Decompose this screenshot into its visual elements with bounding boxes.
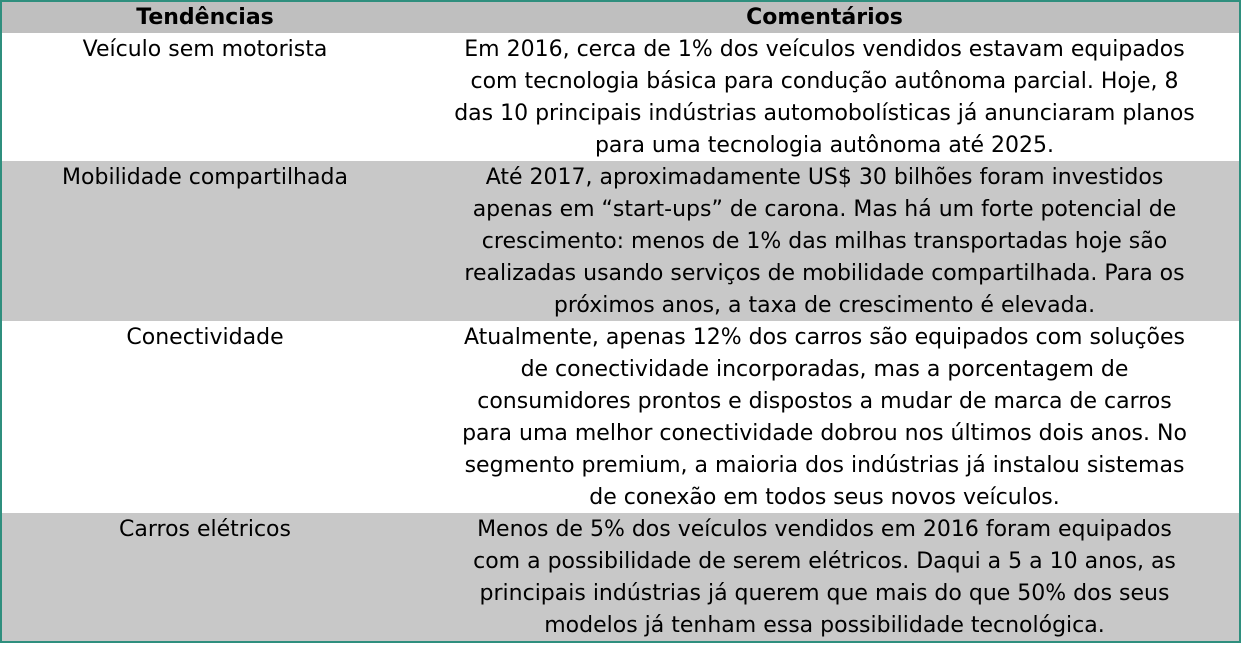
comment-cell: [408, 513, 1241, 643]
comment-line: Atualmente, apenas 12% dos carros são equipados com soluções: [463, 325, 1185, 350]
trend-cell: Conectividade: [126, 325, 284, 350]
comment-line: de conexão em todos seus novos veículos.: [589, 485, 1060, 510]
comment-line: para uma tecnologia autônoma até 2025.: [594, 133, 1055, 158]
header-trends: Tendências: [136, 5, 274, 30]
comment-line: modelos já tenham essa possibilidade tecnológica.: [544, 613, 1105, 638]
comment-line: crescimento: menos de 1% das milhas transportadas hoje são: [481, 229, 1168, 254]
comment-line: das 10 principais indústrias automobolísticas já anunciaram planos: [454, 101, 1195, 126]
comment-line: para uma melhor conectividade dobrou nos últimos dois anos. No: [462, 421, 1187, 446]
comment-line: próximos anos, a taxa de crescimento é elevada.: [553, 293, 1096, 318]
trend-cell: Carros elétricos: [119, 517, 291, 542]
trend-cell: Mobilidade compartilhada: [62, 165, 348, 190]
table-row: [2, 321, 1239, 513]
comment-line: segmento premium, a maioria dos indústrias já instalou sistemas: [464, 453, 1185, 478]
table-row: [2, 161, 1239, 321]
comment-line: realizadas usando serviços de mobilidade compartilhada. Para os: [464, 261, 1185, 286]
comment-line: com a possibilidade de serem elétricos. Daqui a 5 a 10 anos, as: [473, 549, 1176, 574]
comment-line: consumidores prontos e dispostos a mudar de marca de carros: [477, 389, 1172, 414]
trend-cell: Veículo sem motorista: [82, 37, 328, 62]
comment-line: Menos de 5% dos veículos vendidos em 2016 foram equipados: [477, 517, 1172, 542]
table-row: [2, 33, 1239, 161]
table-row: [2, 513, 1239, 643]
comment-cell: [408, 33, 1241, 161]
comment-line: apenas em “start-ups” de carona. Mas há um forte potencial de: [472, 197, 1177, 222]
comment-line: de conectividade incorporadas, mas a porcentagem de: [520, 357, 1129, 382]
comment-cell: [408, 321, 1241, 513]
comment-cell: [408, 161, 1241, 321]
comment-line: Em 2016, cerca de 1% dos veículos vendidos estavam equipados: [464, 37, 1185, 62]
comment-line: com tecnologia básica para condução autônoma parcial. Hoje, 8: [470, 69, 1179, 94]
header-comments: Comentários: [746, 5, 903, 30]
comment-line: principais indústrias já querem que mais do que 50% dos seus: [479, 581, 1170, 606]
table-header-row: [2, 2, 1239, 33]
comment-line: Até 2017, aproximadamente US$ 30 bilhões foram investidos: [485, 165, 1164, 190]
